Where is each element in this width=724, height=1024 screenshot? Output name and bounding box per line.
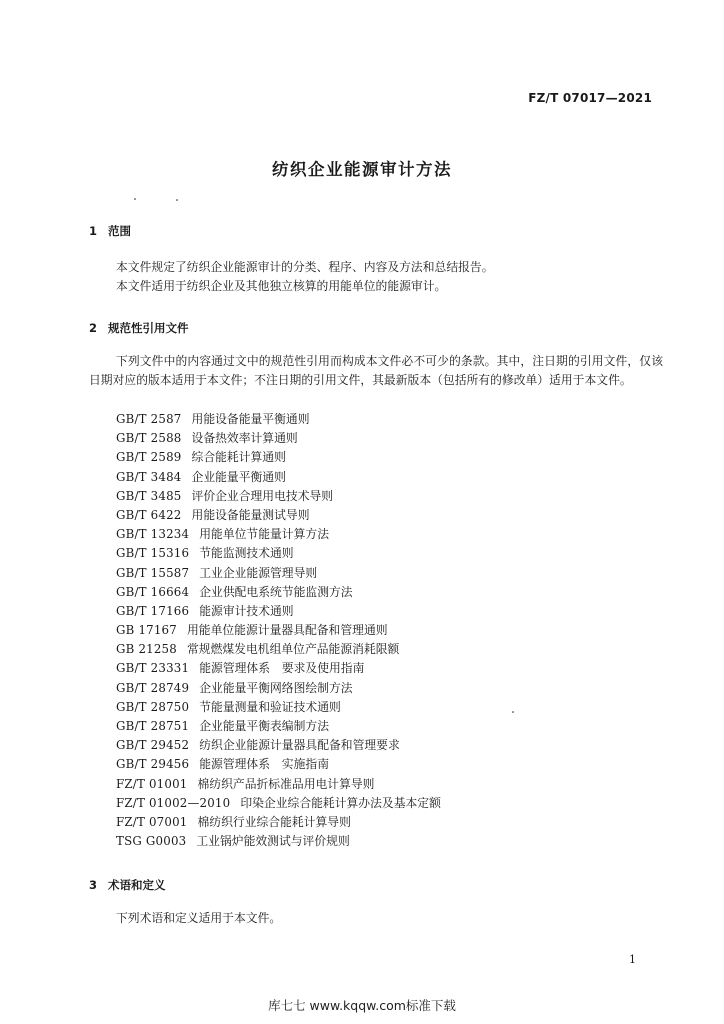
reference-code: GB/T 13234 xyxy=(116,527,190,542)
section-number: 1 xyxy=(89,224,98,238)
section-heading-terms xyxy=(89,877,166,893)
reference-title: 用能单位节能量计算方法 xyxy=(199,527,329,542)
reference-item xyxy=(116,448,441,467)
reference-code: GB/T 28750 xyxy=(116,699,190,714)
reference-code: GB/T 28751 xyxy=(116,719,190,733)
reference-code: TSG G0003 xyxy=(116,834,187,849)
reference-code: FZ/T 07001 xyxy=(116,814,188,829)
reference-list xyxy=(116,410,441,851)
reference-title: 企业能量平衡网络图绘制方法 xyxy=(199,680,353,695)
reference-code: FZ/T 01001 xyxy=(116,776,188,791)
reference-title: 用能单位能源计量器具配备和管理通则 xyxy=(186,623,388,638)
reference-title: 企业供配电系统节能监测方法 xyxy=(199,584,353,599)
download-watermark: 库七七 www.kqqw.com标准下载 xyxy=(268,998,456,1013)
reference-item xyxy=(116,621,441,640)
reference-item xyxy=(116,698,441,717)
reference-code: GB/T 15587 xyxy=(116,565,190,580)
reference-title: 能源审计技术通则 xyxy=(199,603,294,618)
standard-code: FZ/T 07017—2021 xyxy=(528,91,652,105)
reference-code: GB/T 23331 xyxy=(116,661,190,676)
reference-code: GB/T 16664 xyxy=(116,584,190,599)
reference-title: 企业能量平衡通则 xyxy=(191,469,286,484)
scope-paragraph-2: 本文件适用于纺织企业及其他独立核算的用能单位的能源审计。 xyxy=(116,279,447,293)
reference-title: 设备热效率计算通则 xyxy=(191,431,298,446)
reference-item xyxy=(116,755,441,774)
reference-title: 工业锅炉能效测试与评价规则 xyxy=(196,834,350,849)
reference-title: 用能设备能量测试导则 xyxy=(191,507,310,522)
reference-code: GB/T 6422 xyxy=(116,507,182,522)
section-heading-references xyxy=(89,320,189,336)
section-heading-scope xyxy=(89,223,131,239)
reference-title: 常规燃煤发电机组单位产品能源消耗限额 xyxy=(186,642,400,657)
reference-title: 综合能耗计算通则 xyxy=(191,450,286,465)
reference-item xyxy=(116,602,441,621)
reference-item xyxy=(116,583,441,602)
document-title: 纺织企业能源审计方法 xyxy=(272,160,452,179)
reference-code: GB/T 2589 xyxy=(116,450,182,465)
reference-title: 工业企业能源管理导则 xyxy=(199,565,318,580)
reference-item xyxy=(116,544,441,563)
reference-code: GB 21258 xyxy=(116,642,177,657)
scan-speck xyxy=(176,199,178,201)
reference-code: GB/T 29452 xyxy=(116,738,190,753)
reference-code: GB/T 17166 xyxy=(116,603,190,618)
reference-item xyxy=(116,525,441,544)
reference-title: 棉纺织行业综合能耗计算导则 xyxy=(197,814,351,829)
reference-item xyxy=(116,679,441,698)
reference-code: GB 17167 xyxy=(116,623,177,638)
reference-item xyxy=(116,487,441,506)
reference-title: 评价企业合理用电技术导则 xyxy=(191,488,334,503)
reference-code: GB/T 3484 xyxy=(116,469,182,484)
reference-item xyxy=(116,832,441,851)
reference-code: GB/T 3485 xyxy=(116,488,182,503)
reference-item xyxy=(116,640,441,659)
terms-intro-paragraph: 下列术语和定义适用于本文件。 xyxy=(116,911,282,925)
reference-title: 印染企业综合能耗计算办法及基本定额 xyxy=(240,795,441,810)
reference-title: 用能设备能量平衡通则 xyxy=(191,412,310,426)
reference-title: 企业能量平衡表编制方法 xyxy=(199,719,329,733)
reference-item xyxy=(116,564,441,583)
reference-title: 节能监测技术通则 xyxy=(199,546,294,561)
reference-item xyxy=(116,813,441,832)
scope-paragraph-1: 本文件规定了纺织企业能源审计的分类、程序、内容及方法和总结报告。 xyxy=(116,260,494,274)
section-title: 术语和定义 xyxy=(108,878,166,892)
reference-code: GB/T 28749 xyxy=(116,680,190,695)
section-title: 范围 xyxy=(108,224,131,238)
reference-item xyxy=(116,506,441,525)
reference-item xyxy=(116,659,441,678)
scan-speck xyxy=(512,711,514,713)
reference-title: 节能量测量和验证技术通则 xyxy=(199,699,341,714)
section-number: 3 xyxy=(89,878,98,892)
reference-code: GB/T 29456 xyxy=(116,757,190,772)
reference-code: GB/T 2588 xyxy=(116,431,182,446)
section-number: 2 xyxy=(89,321,98,335)
reference-title: 能源管理体系 要求及使用指南 xyxy=(199,661,365,676)
references-intro-paragraph: 下列文件中的内容通过文中的规范性引用而构成本文件必不可少的条款。其中，注日期的引用文件，仅该日期对应的版本适用于本文件；不注日期的引用文件，其最新版本（包括所有的修改单）适用于本文件。 xyxy=(89,354,663,387)
reference-item xyxy=(116,429,441,448)
reference-item xyxy=(116,717,441,736)
reference-item xyxy=(116,468,441,487)
section-title: 规范性引用文件 xyxy=(108,321,189,335)
reference-title: 纺织企业能源计量器具配备和管理要求 xyxy=(199,738,400,753)
reference-title: 能源管理体系 实施指南 xyxy=(199,757,329,772)
reference-title: 棉纺织产品折标准品用电计算导则 xyxy=(197,776,375,791)
reference-item xyxy=(116,410,441,429)
reference-item xyxy=(116,794,441,813)
reference-code: GB/T 2587 xyxy=(116,412,182,426)
reference-item xyxy=(116,775,441,794)
reference-item xyxy=(116,736,441,755)
page-number: 1 xyxy=(629,953,636,966)
scan-speck xyxy=(134,198,136,200)
reference-code: FZ/T 01002—2010 xyxy=(116,795,231,810)
reference-code: GB/T 15316 xyxy=(116,546,190,561)
